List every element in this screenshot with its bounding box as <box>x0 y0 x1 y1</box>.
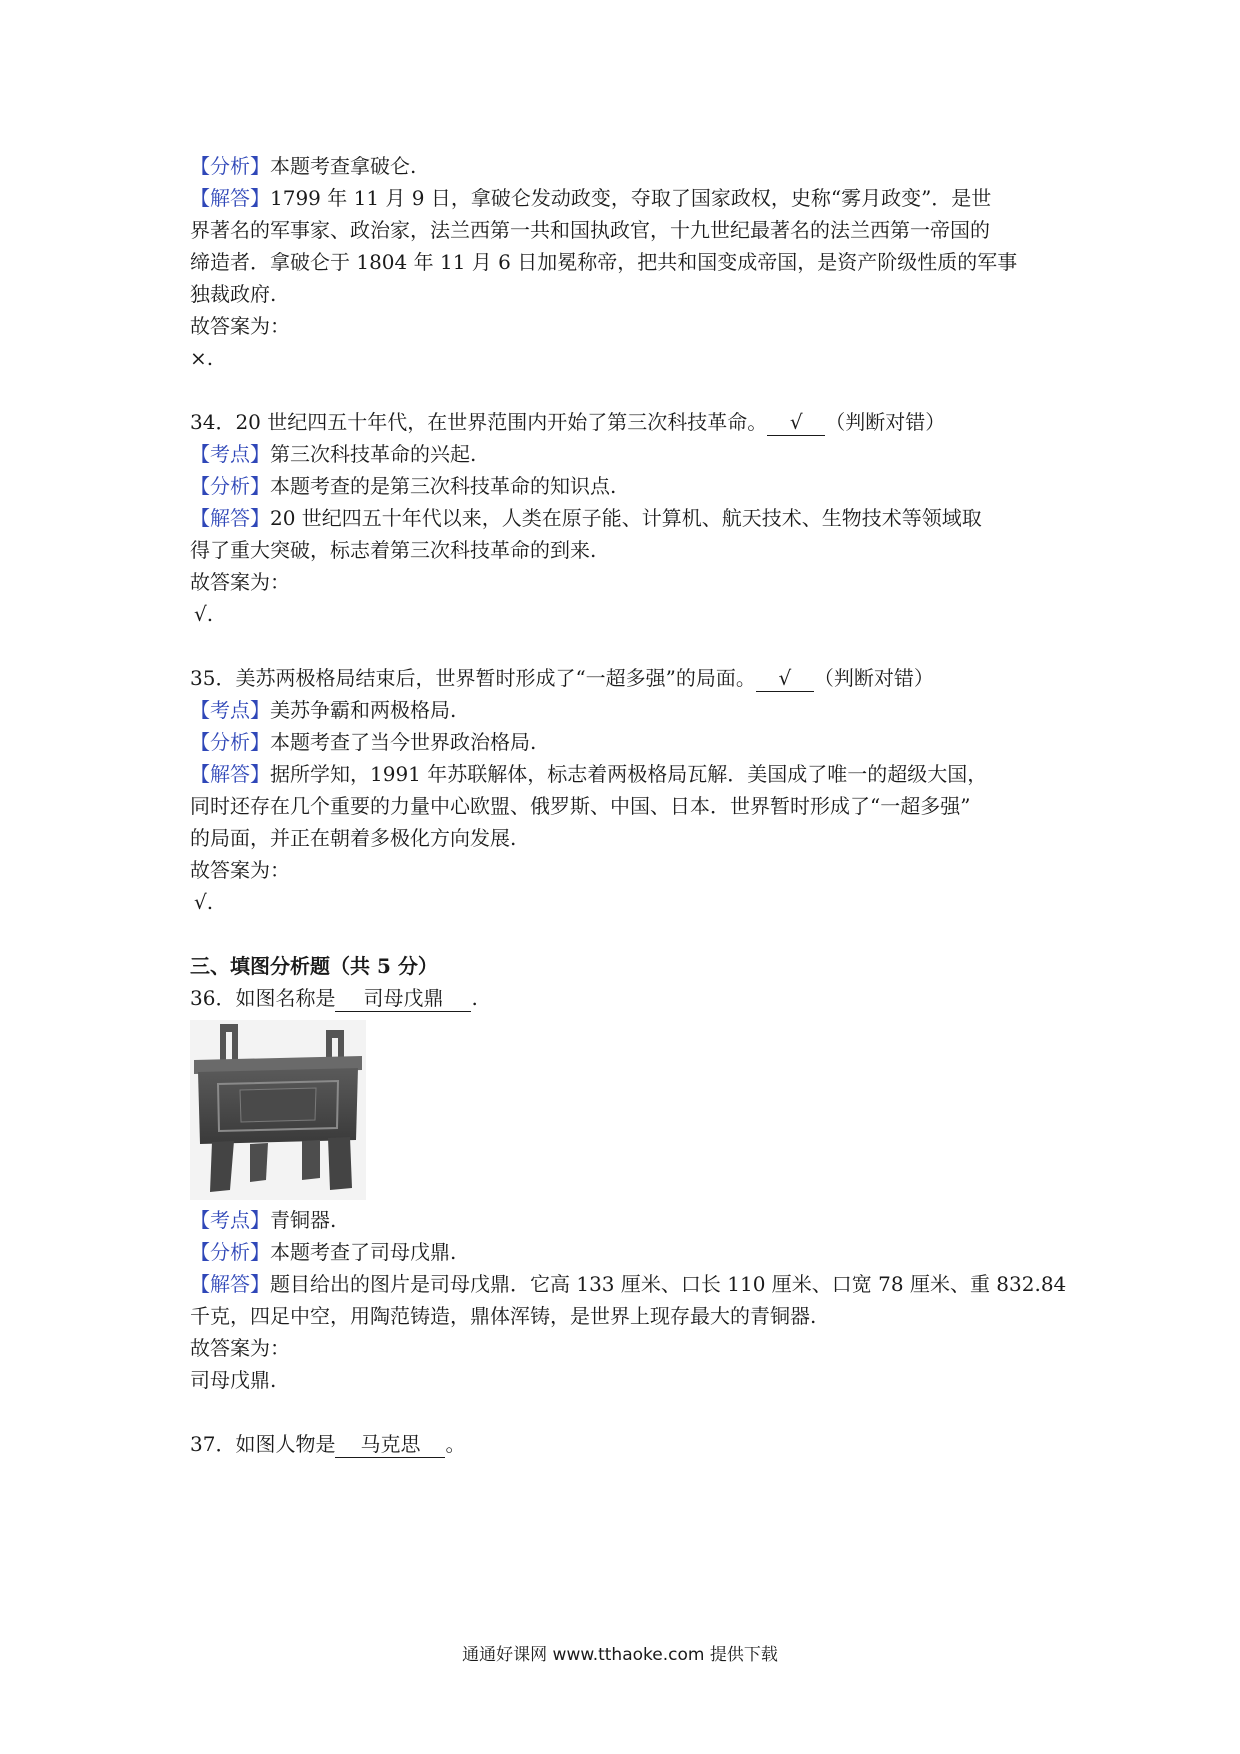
q34-analysis: 【分析】本题考查的是第三次科技革命的知识点. <box>190 474 617 498</box>
q33-answer-line-2: 界著名的军事家、政治家，法兰西第一共和国执政官，十九世纪最著名的法兰西第一帝国的 <box>190 218 990 242</box>
q35-point: 【考点】美苏争霸和两极格局. <box>190 698 457 722</box>
q33-answer-line-3: 缔造者．拿破仑于 1804 年 11 月 6 日加冕称帝，把共和国变成帝国，是资产阶级性质的军事 <box>190 250 1018 274</box>
q36-answer-line-2: 千克，四足中空，用陶范铸造，鼎体浑铸，是世界上现存最大的青铜器. <box>190 1304 817 1328</box>
spacer <box>190 1396 1060 1428</box>
q34-result: √. <box>194 602 214 626</box>
q37-stem: 37．如图人物是 马克思 。 <box>190 1432 466 1456</box>
q36-result-label: 故答案为： <box>190 1336 290 1360</box>
q37-answer-blank: 马克思 <box>335 1431 445 1458</box>
q35-result: √. <box>194 890 214 914</box>
q35-answer-line-1: 【解答】据所学知，1991 年苏联解体，标志着两极格局瓦解．美国成了唯一的超级大国， <box>190 762 988 786</box>
q34-answer-line-1: 【解答】20 世纪四五十年代以来，人类在原子能、计算机、航天技术、生物技术等领域取 <box>190 506 982 530</box>
q36-answer-blank: 司母戊鼎 <box>335 985 471 1012</box>
q34-stem: 34．20 世纪四五十年代，在世界范围内开始了第三次科技革命。 √ （判断对错） <box>190 410 946 434</box>
q35-analysis: 【分析】本题考查了当今世界政治格局. <box>190 730 537 754</box>
q36-result: 司母戊鼎. <box>190 1368 277 1392</box>
q34-answer-line-2: 得了重大突破，标志着第三次科技革命的到来. <box>190 538 597 562</box>
section-heading: 三、填图分析题（共 5 分） <box>190 954 438 978</box>
q33-result-label: 故答案为： <box>190 314 290 338</box>
q33-result: ×. <box>190 346 214 370</box>
q33-answer-line-4: 独裁政府. <box>190 282 277 306</box>
q35-stem: 35．美苏两极格局结束后，世界暂时形成了“一超多强”的局面。 √ （判断对错） <box>190 666 934 690</box>
q35-answer-blank: √ <box>756 665 814 692</box>
q36-answer-line-1: 【解答】题目给出的图片是司母戊鼎．它高 133 厘米、口长 110 厘米、口宽 78 厘米、重 832.84 <box>190 1272 1067 1296</box>
document-page <box>190 150 1067 1460</box>
page-footer: 通通好课网 www.tthaoke.com 提供下载 <box>462 1645 778 1665</box>
q35-answer-line-2: 同时还存在几个重要的力量中心欧盟、俄罗斯、中国、日本．世界暂时形成了“一超多强” <box>190 794 971 818</box>
spacer <box>190 630 1060 662</box>
q35-result-label: 故答案为： <box>190 858 290 882</box>
bronze-ding-image <box>190 1020 366 1200</box>
spacer <box>190 918 1060 950</box>
q33-analysis: 【分析】本题考查拿破仑. <box>190 154 417 178</box>
q34-answer-blank: √ <box>767 409 825 436</box>
q33-answer-line-1: 【解答】1799 年 11 月 9 日，拿破仑发动政变，夺取了国家政权，史称“雾月政变”．是世 <box>190 186 992 210</box>
q35-answer-line-3: 的局面，并正在朝着多极化方向发展. <box>190 826 517 850</box>
q36-analysis: 【分析】本题考查了司母戊鼎. <box>190 1240 457 1264</box>
q36-point: 【考点】青铜器. <box>190 1208 337 1232</box>
spacer <box>190 374 1060 406</box>
q36-stem: 36．如图名称是 司母戊鼎 . <box>190 986 478 1010</box>
q34-point: 【考点】第三次科技革命的兴起. <box>190 442 477 466</box>
q34-result-label: 故答案为： <box>190 570 290 594</box>
